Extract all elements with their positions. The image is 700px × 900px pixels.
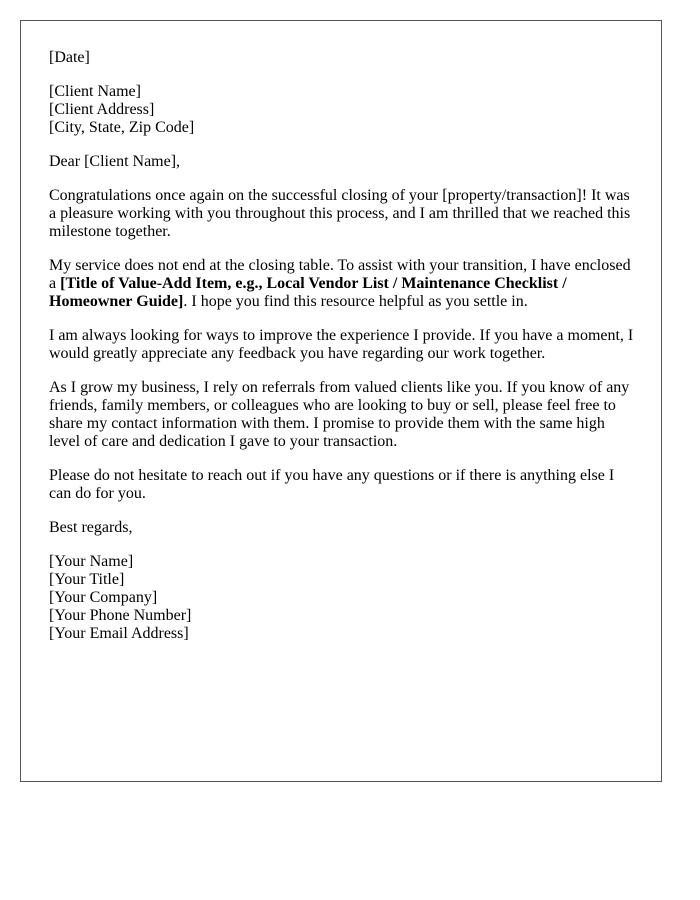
signature-block <box>49 553 634 643</box>
closing: Best regards, <box>49 519 133 536</box>
salutation: Dear [Client Name], <box>49 153 181 170</box>
letter-document <box>20 20 662 782</box>
recipient-city-state-zip: [City, State, Zip Code] <box>49 119 195 136</box>
service-text-before: My service does not end at the closing table. To assist with your transition, I have enclosed a <box>49 257 631 292</box>
paragraph-congratulations: Congratulations once again on the successful closing of your [property/transaction]! It was a pleasure working with you throughout this process, and I am thrilled that we reached this milestone together. <box>49 187 631 240</box>
signature-title: [Your Title] <box>49 571 125 588</box>
signature-email: [Your Email Address] <box>49 625 189 642</box>
value-add-item-title: [Title of Value-Add Item, e.g., Local Vendor List / Maintenance Checklist / Homeowner Guide] <box>49 275 567 310</box>
recipient-block <box>49 83 634 137</box>
paragraph-feedback: I am always looking for ways to improve the experience I provide. If you have a moment, I would greatly appreciate any feedback you have regarding our work together. <box>49 327 634 362</box>
signature-name: [Your Name] <box>49 553 134 570</box>
service-text-after: . I hope you find this resource helpful as you settle in. <box>183 293 528 310</box>
signature-phone: [Your Phone Number] <box>49 607 192 624</box>
paragraph-closing-note: Please do not hesitate to reach out if you have any questions or if there is anything else I can do for you. <box>49 467 615 502</box>
recipient-name: [Client Name] <box>49 83 141 100</box>
recipient-address: [Client Address] <box>49 101 155 118</box>
paragraph-referrals: As I grow my business, I rely on referrals from valued clients like you. If you know of any friends, family members, or colleagues who are looking to buy or sell, please feel free to share my contact information with them. I promise to provide them with the same high level of care and dedication I gave to your transaction. <box>49 379 630 450</box>
signature-company: [Your Company] <box>49 589 158 606</box>
paragraph-service <box>49 257 634 311</box>
letter-date: [Date] <box>49 49 90 66</box>
